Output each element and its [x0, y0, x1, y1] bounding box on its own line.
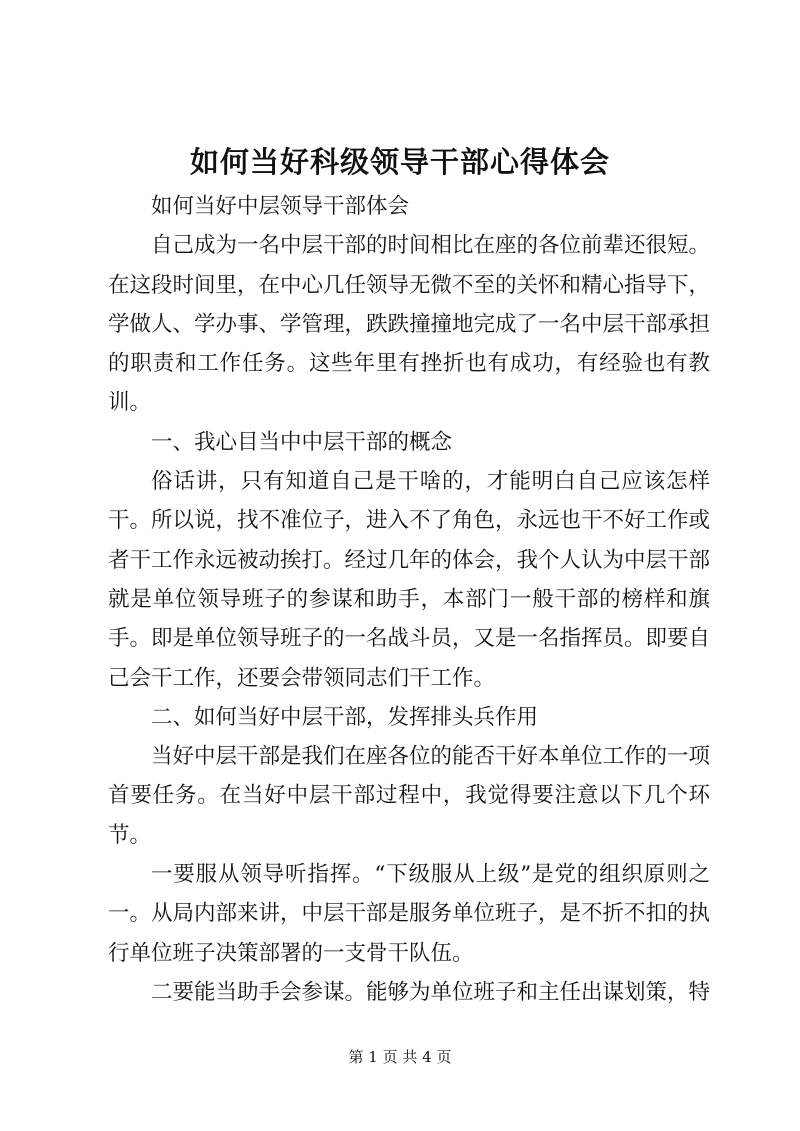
- section-heading: 一、我心目当中中层干部的概念: [151, 429, 453, 455]
- paragraph-subtitle: 如何当好中层领导干部体会: [151, 194, 410, 219]
- paragraph: 二要能当助手会参谋。能够为单位班子和主任出谋划策，特: [151, 979, 711, 1005]
- document-title: 如何当好科级领导干部心得体会: [189, 145, 610, 179]
- page-footer: 第 1 页 共 4 页: [348, 1048, 452, 1066]
- paragraph: 一要服从领导听指挥。“下级服从上级”是党的组织原则之一。从局内部来讲，中层干部是服务单位班子，是不折不扣的执行单位班子决策部署的一支骨干队伍。: [108, 862, 711, 966]
- document-body: [108, 187, 710, 1012]
- paragraph: 当好中层干部是我们在座各位的能否干好本单位工作的一项首要任务。在当好中层干部过程中，我觉得要注意以下几个环节。: [108, 744, 711, 848]
- section-heading: 二、如何当好中层干部，发挥排头兵作用: [151, 704, 539, 730]
- paragraph: 自己成为一名中层干部的时间相比在座的各位前辈还很短。在这段时间里，在中心几任领导无微不至的关怀和精心指导下，学做人、学办事、学管理，跌跌撞撞地完成了一名中层干部承担的职责和工作任务。这些年里有挫折也有成功，有经验也有教训。: [108, 233, 711, 416]
- paragraph: 俗话讲，只有知道自己是干啥的，才能明白自己应该怎样干。所以说，找不准位子，进入不了角色，永远也干不好工作或者干工作永远被动挨打。经过几年的体会，我个人认为中层干部就是单位领导班子的参谋和助手，本部门一般干部的榜样和旗手。即是单位领导班子的一名战斗员，又是一名指挥员。即要自己会干工作，还要会带领同志们干工作。: [108, 469, 711, 691]
